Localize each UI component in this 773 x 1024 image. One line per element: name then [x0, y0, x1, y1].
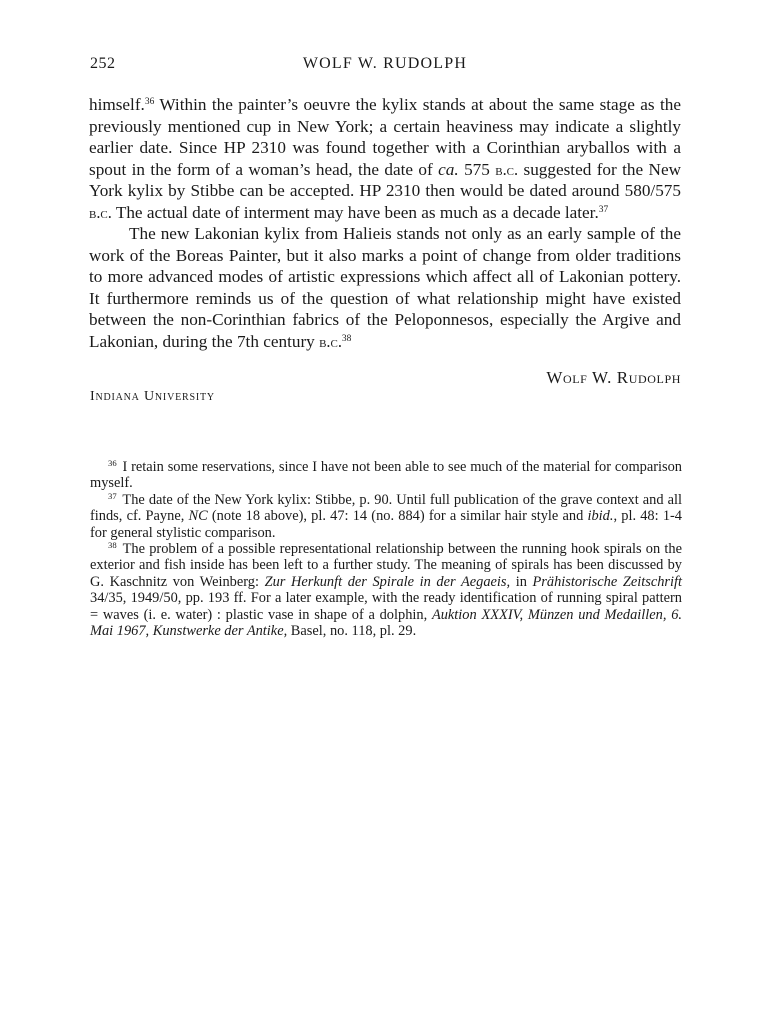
- text-run: The new Lakonian kylix from Halieis stands not only as an early sample of the work of the Boreas Painter, but it also marks a point of change from older traditions to more advanced modes of artistic expressions which affect all of Lakonian pottery. It furthermore reminds us of the question of what relationship might have existed between the non-Corinthian fabrics of the Peloponnesos, especially the Argive and Lakonian, during the 7th century: [89, 224, 681, 351]
- running-head: [90, 55, 680, 81]
- text-run: The actual date of interment may have been as much as a decade later.: [111, 202, 599, 222]
- paragraph-2: [89, 223, 681, 352]
- footnote-37: [90, 492, 682, 541]
- footnote-text: I retain some reservations, since I have not been able to see much of the material for comparison myself.: [90, 459, 682, 492]
- footnote-text: The date of the New York kylix: Stibbe, p. 90. Until full publication of the grave context and all finds, cf. Payne,: [90, 491, 682, 525]
- text-run: Within the painter’s oeuvre the kylix stands at about the same stage as the previously mentioned cup in New York; a certain heaviness may indicate a slightly earlier date. Since HP 2310 was found together with a Corinthian aryballos with a spout in the form of a woman’s head, the date of: [89, 95, 681, 179]
- italic-title: Zur Herkunft der Spirale in der Aegaeis,: [264, 573, 511, 590]
- italic-title: Auktion XXXIV, Münzen und Medaillen, 6. Mai 1967, Kunstwerke der Antike,: [90, 606, 682, 640]
- italic-journal: Prähistorische Zeitschrift: [532, 573, 683, 590]
- small-caps-bc: b.c.: [495, 159, 519, 179]
- text-run: suggested for the New York kylix by Stibbe can be accepted. HP 2310 then would be dated around 580/575: [89, 159, 681, 200]
- footnote-number: 37: [108, 490, 117, 501]
- footnote-ref-36: 36: [144, 96, 155, 107]
- footnote-number: 38: [108, 539, 117, 550]
- italic-nc: NC: [188, 508, 208, 525]
- text-run: himself.: [89, 95, 145, 114]
- author-signature: Wolf W. Rudolph: [546, 368, 681, 387]
- small-caps-bc: b.c.: [319, 331, 342, 351]
- author-affiliation: Indiana University: [90, 389, 215, 404]
- italic-ca: ca.: [438, 159, 459, 179]
- footnote-text: , pl. 48: 1-4 for general stylistic comparison.: [90, 508, 682, 541]
- small-caps-bc: b.c.: [89, 202, 112, 222]
- footnote-text: in: [510, 573, 533, 590]
- footnote-38: [90, 541, 682, 639]
- paragraph-1: [89, 94, 681, 223]
- body-text: [89, 94, 681, 352]
- italic-ibid: ibid.: [587, 508, 614, 525]
- footnote-text: Basel, no. 118, pl. 29.: [287, 623, 417, 640]
- footnote-ref-37: 37: [598, 204, 609, 215]
- running-head-author: WOLF W. RUDOLPH: [302, 55, 468, 72]
- footnotes: [90, 459, 682, 639]
- footnote-ref-38: 38: [341, 333, 352, 344]
- footnote-text: (note 18 above), pl. 47: 14 (no. 884) for a similar hair style and: [207, 508, 588, 525]
- footnote-number: 36: [108, 457, 117, 468]
- footnote-36: [90, 459, 682, 492]
- page-number: 252: [90, 55, 116, 72]
- footnote-text: 34/35, 1949/50, pp. 193 ff. For a later example, with the ready identification of running spiral pattern = waves (i. e. water) : plastic vase in shape of a dolphin,: [90, 590, 682, 623]
- footnote-text: The problem of a possible representational relationship between the running hook spirals on the exterior and fish inside has been left to a further study. The meaning of spirals has been discussed by G. Kaschnitz von Weinberg:: [90, 541, 682, 590]
- text-run: 575: [458, 159, 496, 179]
